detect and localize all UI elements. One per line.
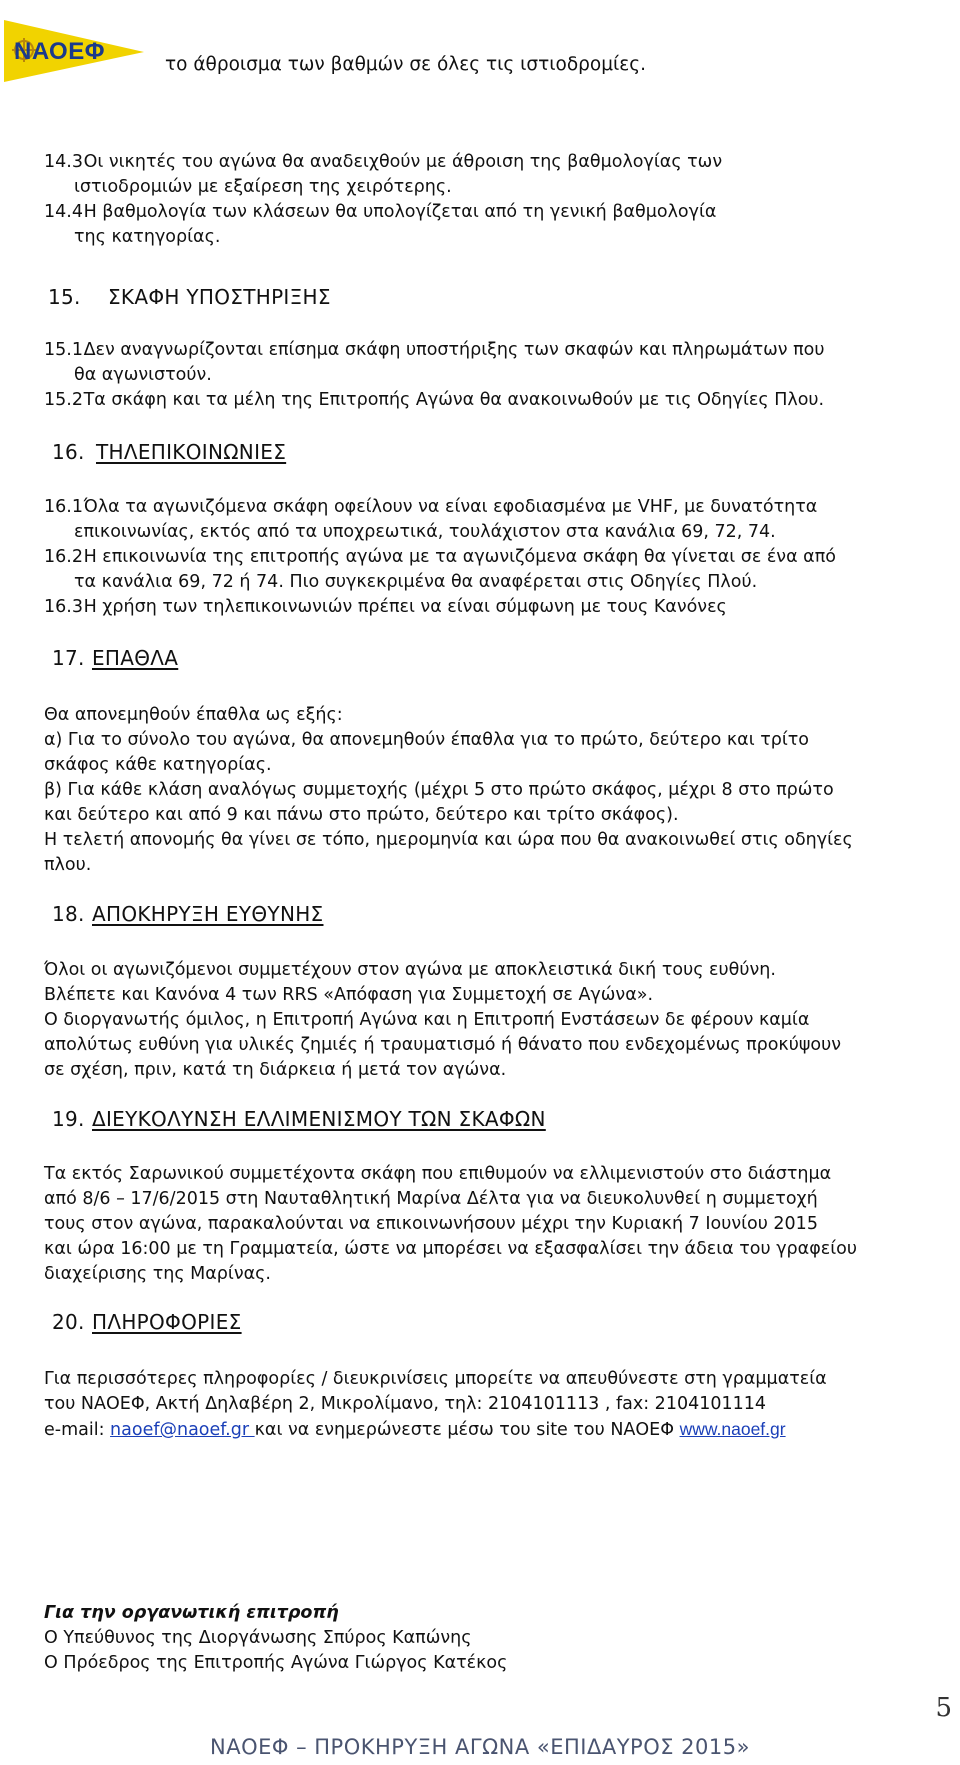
info-line-2: του ΝΑΟΕΦ, Ακτή Δηλαβέρη 2, Μικρολίμανο, τηλ: 2104101113 , fax: 2104101114 xyxy=(44,1394,767,1414)
para-16-1-cont: επικοινωνίας, εκτός από τα υποχρεωτικά, τουλάχιστον στα κανάλια 69, 72, 74. xyxy=(74,522,776,542)
berthing-line-5: διαχείρισης της Μαρίνας. xyxy=(44,1264,271,1284)
para-14-4: 14.4 Η βαθμολογία των κλάσεων θα υπολογίζεται από τη γενική βαθμολογία xyxy=(44,202,717,222)
para-16-1: 16.1 Όλα τα αγωνιζόμενα σκάφη οφείλουν να είναι εφοδιασμένα με VHF, με δυνατότητα xyxy=(44,497,818,517)
info-line-1: Για περισσότερες πληροφορίες / διευκρινίσεις μπορείτε να απευθύνεστε στη γραμματεία xyxy=(44,1369,827,1389)
berthing-line-4: και ώρα 16:00 με τη Γραμματεία, ώστε να μπορέσει να εξασφαλίσει την άδεια του γραφείου xyxy=(44,1239,857,1259)
website-link[interactable]: www.naoef.gr xyxy=(679,1419,786,1439)
signature-line-1: Ο Υπεύθυνος της Διοργάνωσης Σπύρος Καπώνης xyxy=(44,1628,472,1648)
berthing-line-1: Τα εκτός Σαρωνικού συμμετέχοντα σκάφη που επιθυμούν να ελλιμενιστούν στο διάστημα xyxy=(44,1164,832,1184)
heading-17: 17. ΕΠΑΘΛΑ xyxy=(52,646,179,670)
para-14-3-cont: ιστιοδρομιών με εξαίρεση της χειρότερης. xyxy=(74,177,452,197)
logo xyxy=(4,18,144,84)
disclaimer-line-1: Όλοι οι αγωνιζόμενοι συμμετέχουν στον αγώνα με αποκλειστικά δική τους ευθύνη. xyxy=(44,960,776,980)
signature-line-2: Ο Πρόεδρος της Επιτροπής Αγώνα Γιώργος Κατέκος xyxy=(44,1653,508,1673)
para-15-1-cont: θα αγωνιστούν. xyxy=(74,365,212,385)
berthing-line-2: από 8/6 – 17/6/2015 στη Ναυταθλητική Μαρίνα Δέλτα για να διευκολυνθεί η συμμετοχή xyxy=(44,1189,818,1209)
heading-16: 16. ΤΗΛΕΠΙΚΟΙΝΩΝΙΕΣ xyxy=(52,440,287,464)
para-15-1: 15.1 Δεν αναγνωρίζονται επίσημα σκάφη υποστήριξης των σκαφών και πληρωμάτων που xyxy=(44,340,825,360)
prizes-ceremony: Η τελετή απονομής θα γίνει σε τόπο, ημερομηνία και ώρα που θα ανακοινωθεί στις οδηγίες xyxy=(44,830,853,850)
heading-15: 15. ΣΚΑΦΗ ΥΠΟΣΤΗΡΙΞΗΣ xyxy=(48,285,331,309)
para-16-2-cont: τα κανάλια 69, 72 ή 74. Πιο συγκεκριμένα θα αναφέρεται στις Οδηγίες Πλού. xyxy=(74,572,758,592)
page-number: 5 xyxy=(935,1693,952,1723)
prizes-b: β) Για κάθε κλάση αναλόγως συμμετοχής (μέχρι 5 στο πρώτο σκάφος, μέχρι 8 στο πρώτο xyxy=(44,780,834,800)
header-continuation: το άθροισμα των βαθμών σε όλες τις ιστιοδρομίες. xyxy=(165,54,646,75)
logo-text: ΝΑΟΕΦ xyxy=(14,38,105,65)
para-16-2: 16.2 Η επικοινωνία της επιτροπής αγώνα με τα αγωνιζόμενα σκάφη θα γίνεται σε ένα από xyxy=(44,547,836,567)
email-link[interactable]: naoef@naoef.gr xyxy=(110,1420,255,1440)
prizes-a-cont: σκάφος κάθε κατηγορίας. xyxy=(44,755,272,775)
heading-20: 20. ΠΛΗΡΟΦΟΡΙΕΣ xyxy=(52,1310,242,1334)
prizes-ceremony-cont: πλου. xyxy=(44,855,92,875)
prizes-a: α) Για το σύνολο του αγώνα, θα απονεμηθούν έπαθλα για το πρώτο, δεύτερο και τρίτο xyxy=(44,730,810,750)
heading-18: 18. ΑΠΟΚΗΡΥΞΗ ΕΥΘΥΝΗΣ xyxy=(52,902,324,926)
heading-19: 19. ΔΙΕΥΚΟΛΥΝΣΗ ΕΛΛΙΜΕΝΙΣΜΟΥ ΤΩΝ ΣΚΑΦΩΝ xyxy=(52,1107,546,1131)
info-line-3: e-mail: naoef@naoef.gr και να ενημερώνεστε μέσω του site του ΝΑΟΕΦ www.naoef.gr xyxy=(44,1419,786,1440)
prizes-intro: Θα απονεμηθούν έπαθλα ως εξής: xyxy=(44,705,343,725)
disclaimer-line-5: σε σχέση, πριν, κατά τη διάρκεια ή μετά τον αγώνα. xyxy=(44,1060,507,1080)
prizes-b-cont: και δεύτερο και από 9 και πάνω στο πρώτο, δεύτερο και τρίτο σκάφος). xyxy=(44,805,679,825)
page-footer: ΝΑΟΕΦ – ΠΡΟΚΗΡΥΞΗ ΑΓΩΝΑ «ΕΠΙΔΑΥΡΟΣ 2015» xyxy=(210,1735,750,1759)
signature-title: Για την οργανωτική επιτροπή xyxy=(44,1603,339,1623)
disclaimer-line-4: απολύτως ευθύνη για υλικές ζημιές ή τραυματισμό ή θάνατο που ενδεχομένως προκύψουν xyxy=(44,1035,842,1055)
disclaimer-line-2: Βλέπετε και Κανόνα 4 των RRS «Απόφαση για Συμμετοχή σε Αγώνα». xyxy=(44,985,654,1005)
para-15-2: 15.2 Τα σκάφη και τα μέλη της Επιτροπής Αγώνα θα ανακοινωθούν με τις Οδηγίες Πλου. xyxy=(44,390,825,410)
berthing-line-3: τους στον αγώνα, παρακαλούνται να επικοινωνήσουν μέχρι την Κυριακή 7 Ιουνίου 2015 xyxy=(44,1214,818,1234)
para-16-3: 16.3 Η χρήση των τηλεπικοινωνιών πρέπει να είναι σύμφωνη με τους Κανόνες xyxy=(44,597,727,617)
disclaimer-line-3: Ο διοργανωτής όμιλος, η Επιτροπή Αγώνα και η Επιτροπή Ενστάσεων δε φέρουν καμία xyxy=(44,1010,810,1030)
para-14-3: 14.3 Οι νικητές του αγώνα θα αναδειχθούν με άθροιση της βαθμολογίας των xyxy=(44,152,723,172)
para-14-4-cont: της κατηγορίας. xyxy=(74,227,221,247)
